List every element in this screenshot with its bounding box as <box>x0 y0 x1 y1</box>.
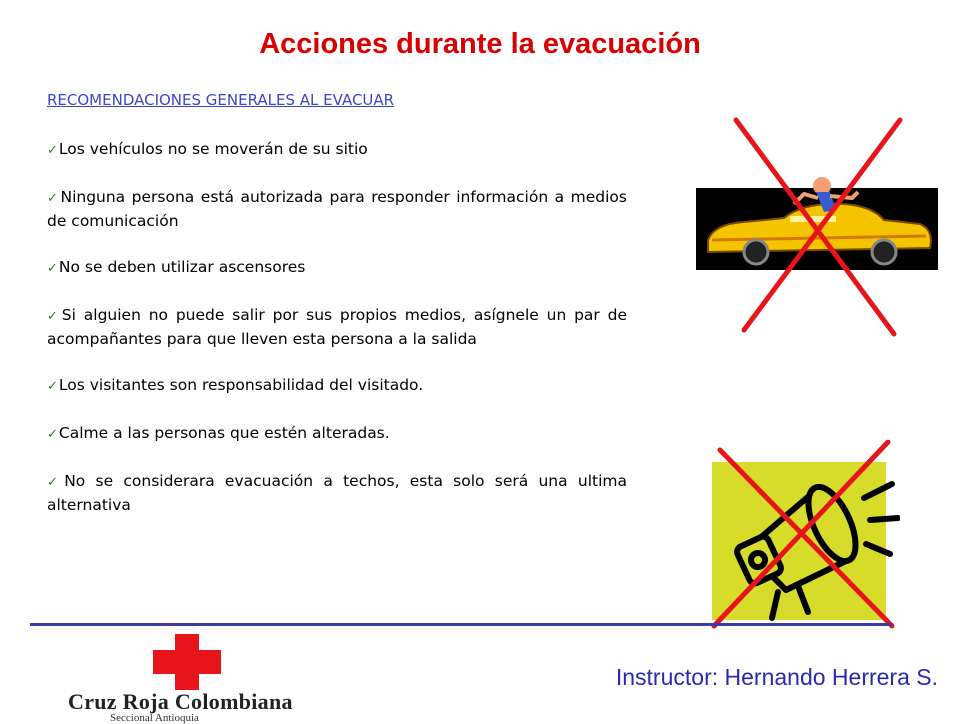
check-icon: ✓ <box>47 261 58 276</box>
list-item <box>47 374 627 398</box>
list-item <box>47 256 627 280</box>
list-item-text: Si alguien no puede salir por sus propios medios, asígnele un par de acompañantes para que lleven esta persona a la salida <box>47 306 627 348</box>
list-item <box>47 138 627 162</box>
recommendations-list <box>47 138 627 516</box>
list-item-text: Ninguna persona está autorizada para responder información a medios de comunicación <box>47 188 627 230</box>
list-item <box>47 422 627 446</box>
list-item-text: Calme a las personas que estén alteradas. <box>58 424 390 442</box>
instructor-name: Instructor: Hernando Herrera S. <box>615 664 938 690</box>
check-icon: ✓ <box>47 143 58 158</box>
check-icon: ✓ <box>47 191 60 206</box>
section-subtitle: RECOMENDACIONES GENERALES AL EVACUAR <box>47 91 395 109</box>
list-item <box>47 304 627 350</box>
organization-logo-name: Cruz Roja Colombiana <box>68 689 293 714</box>
check-icon: ✓ <box>47 475 64 490</box>
megaphone-crossed-out-icon <box>706 440 900 630</box>
list-item-text: Los vehículos no se moverán de su sitio <box>58 140 368 158</box>
car-crossed-out-icon <box>694 112 944 340</box>
organization-logo-subtitle: Seccional Antioquia <box>110 712 199 724</box>
list-item <box>47 186 627 232</box>
list-item-text: Los visitantes son responsabilidad del visitado. <box>58 376 424 394</box>
slide-title: Acciones durante la evacuación <box>259 28 701 60</box>
list-item-text: No se deben utilizar ascensores <box>58 258 306 276</box>
footer-divider <box>30 623 892 626</box>
check-icon: ✓ <box>47 309 61 324</box>
red-cross-icon <box>153 634 223 690</box>
list-item <box>47 470 627 516</box>
check-icon: ✓ <box>47 379 58 394</box>
check-icon: ✓ <box>47 427 58 442</box>
list-item-text: No se considerara evacuación a techos, esta solo será una ultima alternativa <box>47 472 627 514</box>
